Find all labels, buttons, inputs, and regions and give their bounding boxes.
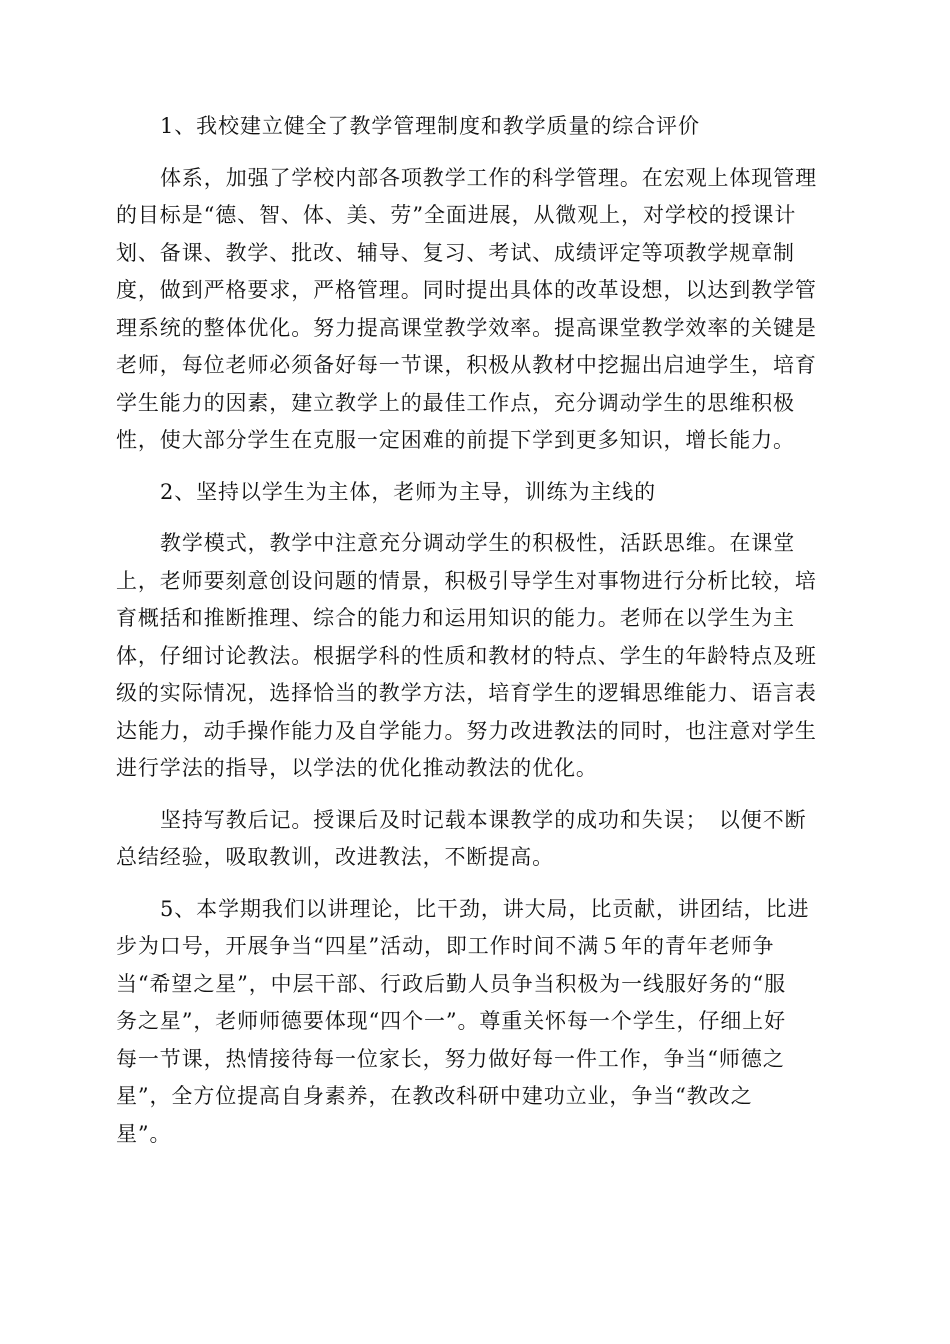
text-line: 步为口号，开展争当“四星”活动，即工作时间不满５年的青年老师争 <box>116 934 775 958</box>
text-line: 当“希望之星”，中层干部、行政后勤人员争当积极为一线服好务的“服 <box>116 971 787 996</box>
paragraph-6 <box>116 891 832 1154</box>
text-line: 总结经验，吸取教训，改进教法，不断提高。 <box>116 845 554 869</box>
text-line: 度，做到严格要求，严格管理。同时提出具体的改革设想，以达到教学管 <box>116 278 817 302</box>
paragraph-3 <box>116 474 832 512</box>
paragraph-1 <box>116 108 832 146</box>
text-line: 星”。 <box>116 1121 172 1146</box>
text-line: 的目标是“德、智、体、美、劳”全面进展，从微观上，对学校的授课计 <box>116 203 797 227</box>
paragraph-5 <box>116 802 832 877</box>
text-line: 育概括和推断推理、综合的能力和运用知识的能力。老师在以学生为主 <box>116 606 795 630</box>
text-line: 上，老师要刻意创设问题的情景，积极引导学生对事物进行分析比较，培 <box>116 568 817 593</box>
document-body <box>116 108 832 1167</box>
text-line: 体系，加强了学校内部各项教学工作的科学管理。在宏观上体现管理 <box>160 165 817 190</box>
text-line: 进行学法的指导，以学法的优化推动教法的优化。 <box>116 756 598 780</box>
text-line: 理系统的整体优化。努力提高课堂教学效率。提高课堂教学效率的关键是 <box>116 315 817 340</box>
text-line: 性，使大部分学生在克服一定困难的前提下学到更多知识，增长能力。 <box>116 428 795 452</box>
text-line: 达能力，动手操作能力及自学能力。努力改进教法的同时，也注意对学生 <box>116 718 817 743</box>
text-line: 1、我校建立健全了教学管理制度和教学质量的综合评价 <box>160 114 700 138</box>
text-line: 级的实际情况，选择恰当的教学方法，培育学生的逻辑思维能力、语言表 <box>116 681 817 705</box>
text-line: 学生能力的因素，建立教学上的最佳工作点，充分调动学生的思维积极 <box>116 390 795 415</box>
paragraph-4 <box>116 525 832 788</box>
text-line: 坚持写教后记。授课后及时记载本课教学的成功和失误； 以便不断 <box>160 807 807 832</box>
text-line: 教学模式，教学中注意充分调动学生的积极性，活跃思维。在课堂 <box>160 531 796 555</box>
text-line: 每一节课，热情接待每一位家长，努力做好每一件工作，争当“师德之 <box>116 1046 785 1071</box>
paragraph-2 <box>116 160 832 460</box>
text-line: 2、坚持以学生为主体，老师为主导，训练为主线的 <box>160 479 657 504</box>
text-line: 划、备课、教学、批改、辅导、复习、考试、成绩评定等项教学规章制 <box>116 240 795 265</box>
text-line: 体，仔细讨论教法。根据学科的性质和教材的特点、学生的年龄特点及班 <box>116 643 817 668</box>
text-line: 务之星”，老师师德要体现“四个一”。尊重关怀每一个学生，仔细上好 <box>116 1009 787 1033</box>
text-line: 星”，全方位提高自身素养，在教改科研中建功立业，争当“教改之 <box>116 1084 753 1108</box>
text-line: 5、本学期我们以讲理论，比干劲，讲大局，比贡献，讲团结，比进 <box>160 896 810 921</box>
text-line: 老师，每位老师必须备好每一节课，积极从教材中挖掘出启迪学生，培育 <box>116 353 817 377</box>
